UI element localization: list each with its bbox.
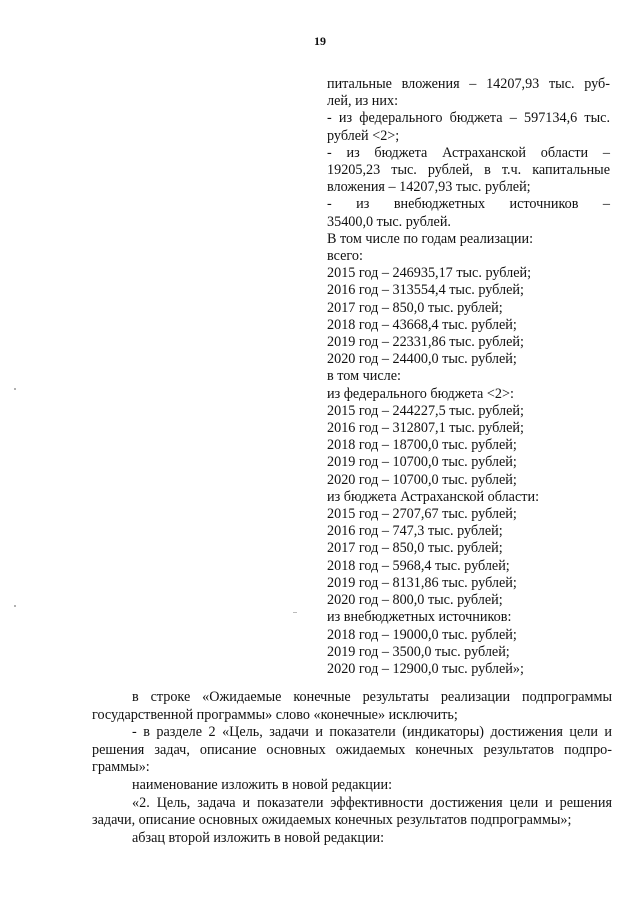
text-line: 2019 год – 10700,0 тыс. рублей; xyxy=(327,454,517,471)
text-line: 2016 год – 312807,1 тыс. рублей; xyxy=(327,420,524,437)
text-line: 2016 год – 313554,4 тыс. рублей; xyxy=(327,282,524,299)
text-line: в том числе: xyxy=(327,368,401,385)
paragraph-line: наименование изложить в новой редакции: xyxy=(132,776,393,793)
paragraph-line: задачи, описание основных ожидаемых конечных результатов подпрограммы»; xyxy=(92,812,572,829)
text-line: 19205,23 тыс. рублей, в т.ч. капитальные xyxy=(327,162,610,179)
text-line: питальные вложения – 14207,93 тыс. руб- xyxy=(327,76,610,92)
text-line: из внебюджетных источников: xyxy=(327,609,512,626)
text-line: 2019 год – 8131,86 тыс. рублей; xyxy=(327,574,517,591)
text-line: вложения – 14207,93 тыс. рублей; xyxy=(327,179,531,196)
text-line: - из федерального бюджета – 597134,6 тыс. xyxy=(327,110,610,127)
paragraph-line: абзац второй изложить в новой редакции: xyxy=(132,829,385,846)
text-line: 35400,0 тыс. рублей. xyxy=(327,213,451,230)
text-line: 2016 год – 747,3 тыс. рублей; xyxy=(327,523,503,540)
text-line: 2017 год – 850,0 тыс. рублей; xyxy=(327,299,503,316)
text-line: из федерального бюджета <2>: xyxy=(327,385,514,402)
text-line: 2017 год – 850,0 тыс. рублей; xyxy=(327,540,503,557)
scan-mark xyxy=(293,612,297,613)
paragraph-line: граммы»: xyxy=(92,759,150,776)
paragraph-line: «2. Цель, задача и показатели эффективности достижения цели и решения xyxy=(132,794,612,811)
text-line: 2019 год – 3500,0 тыс. рублей; xyxy=(327,643,510,660)
text-line: 2015 год – 246935,17 тыс. рублей; xyxy=(327,265,532,282)
text-line: всего: xyxy=(327,248,363,265)
page-number: 19 xyxy=(314,34,326,48)
text-line: 2015 год – 244227,5 тыс. рублей; xyxy=(327,402,524,419)
text-line: В том числе по годам реализации: xyxy=(327,230,534,247)
text-line: лей, из них: xyxy=(327,93,399,110)
main-text xyxy=(92,689,612,847)
paragraph-line: государственной программы» слово «конечные» исключить; xyxy=(92,706,458,723)
text-line: 2015 год – 2707,67 тыс. рублей; xyxy=(327,506,517,523)
text-line: 2020 год – 800,0 тыс. рублей; xyxy=(327,592,503,609)
text-line: 2020 год – 24400,0 тыс. рублей; xyxy=(327,351,517,368)
text-line: 2020 год – 10700,0 тыс. рублей; xyxy=(327,471,517,488)
text-line: 2020 год – 12900,0 тыс. рублей»; xyxy=(327,660,524,677)
paragraph-line: - в разделе 2 «Цель, задачи и показатели (индикаторы) достижения цели и xyxy=(132,724,612,741)
text-line: - из бюджета Астраханской области – xyxy=(327,144,610,161)
text-line: 2018 год – 18700,0 тыс. рублей; xyxy=(327,437,517,454)
text-line: 2018 год – 43668,4 тыс. рублей; xyxy=(327,316,517,333)
text-line: рублей <2>; xyxy=(327,127,400,144)
text-line: 2018 год – 19000,0 тыс. рублей; xyxy=(327,626,517,643)
scan-speck xyxy=(14,388,16,390)
scan-speck xyxy=(14,605,16,607)
text-line: - из внебюджетных источников – xyxy=(327,196,610,213)
text-line: из бюджета Астраханской области: xyxy=(327,488,540,505)
text-line: 2019 год – 22331,86 тыс. рублей; xyxy=(327,334,524,351)
right-column-text xyxy=(327,76,610,678)
paragraph-line: в строке «Ожидаемые конечные результаты реализации подпрограммы xyxy=(132,689,612,705)
paragraph-line: решения задач, описание основных ожидаемых конечных результатов подпро- xyxy=(92,741,612,758)
text-line: 2018 год – 5968,4 тыс. рублей; xyxy=(327,557,510,574)
